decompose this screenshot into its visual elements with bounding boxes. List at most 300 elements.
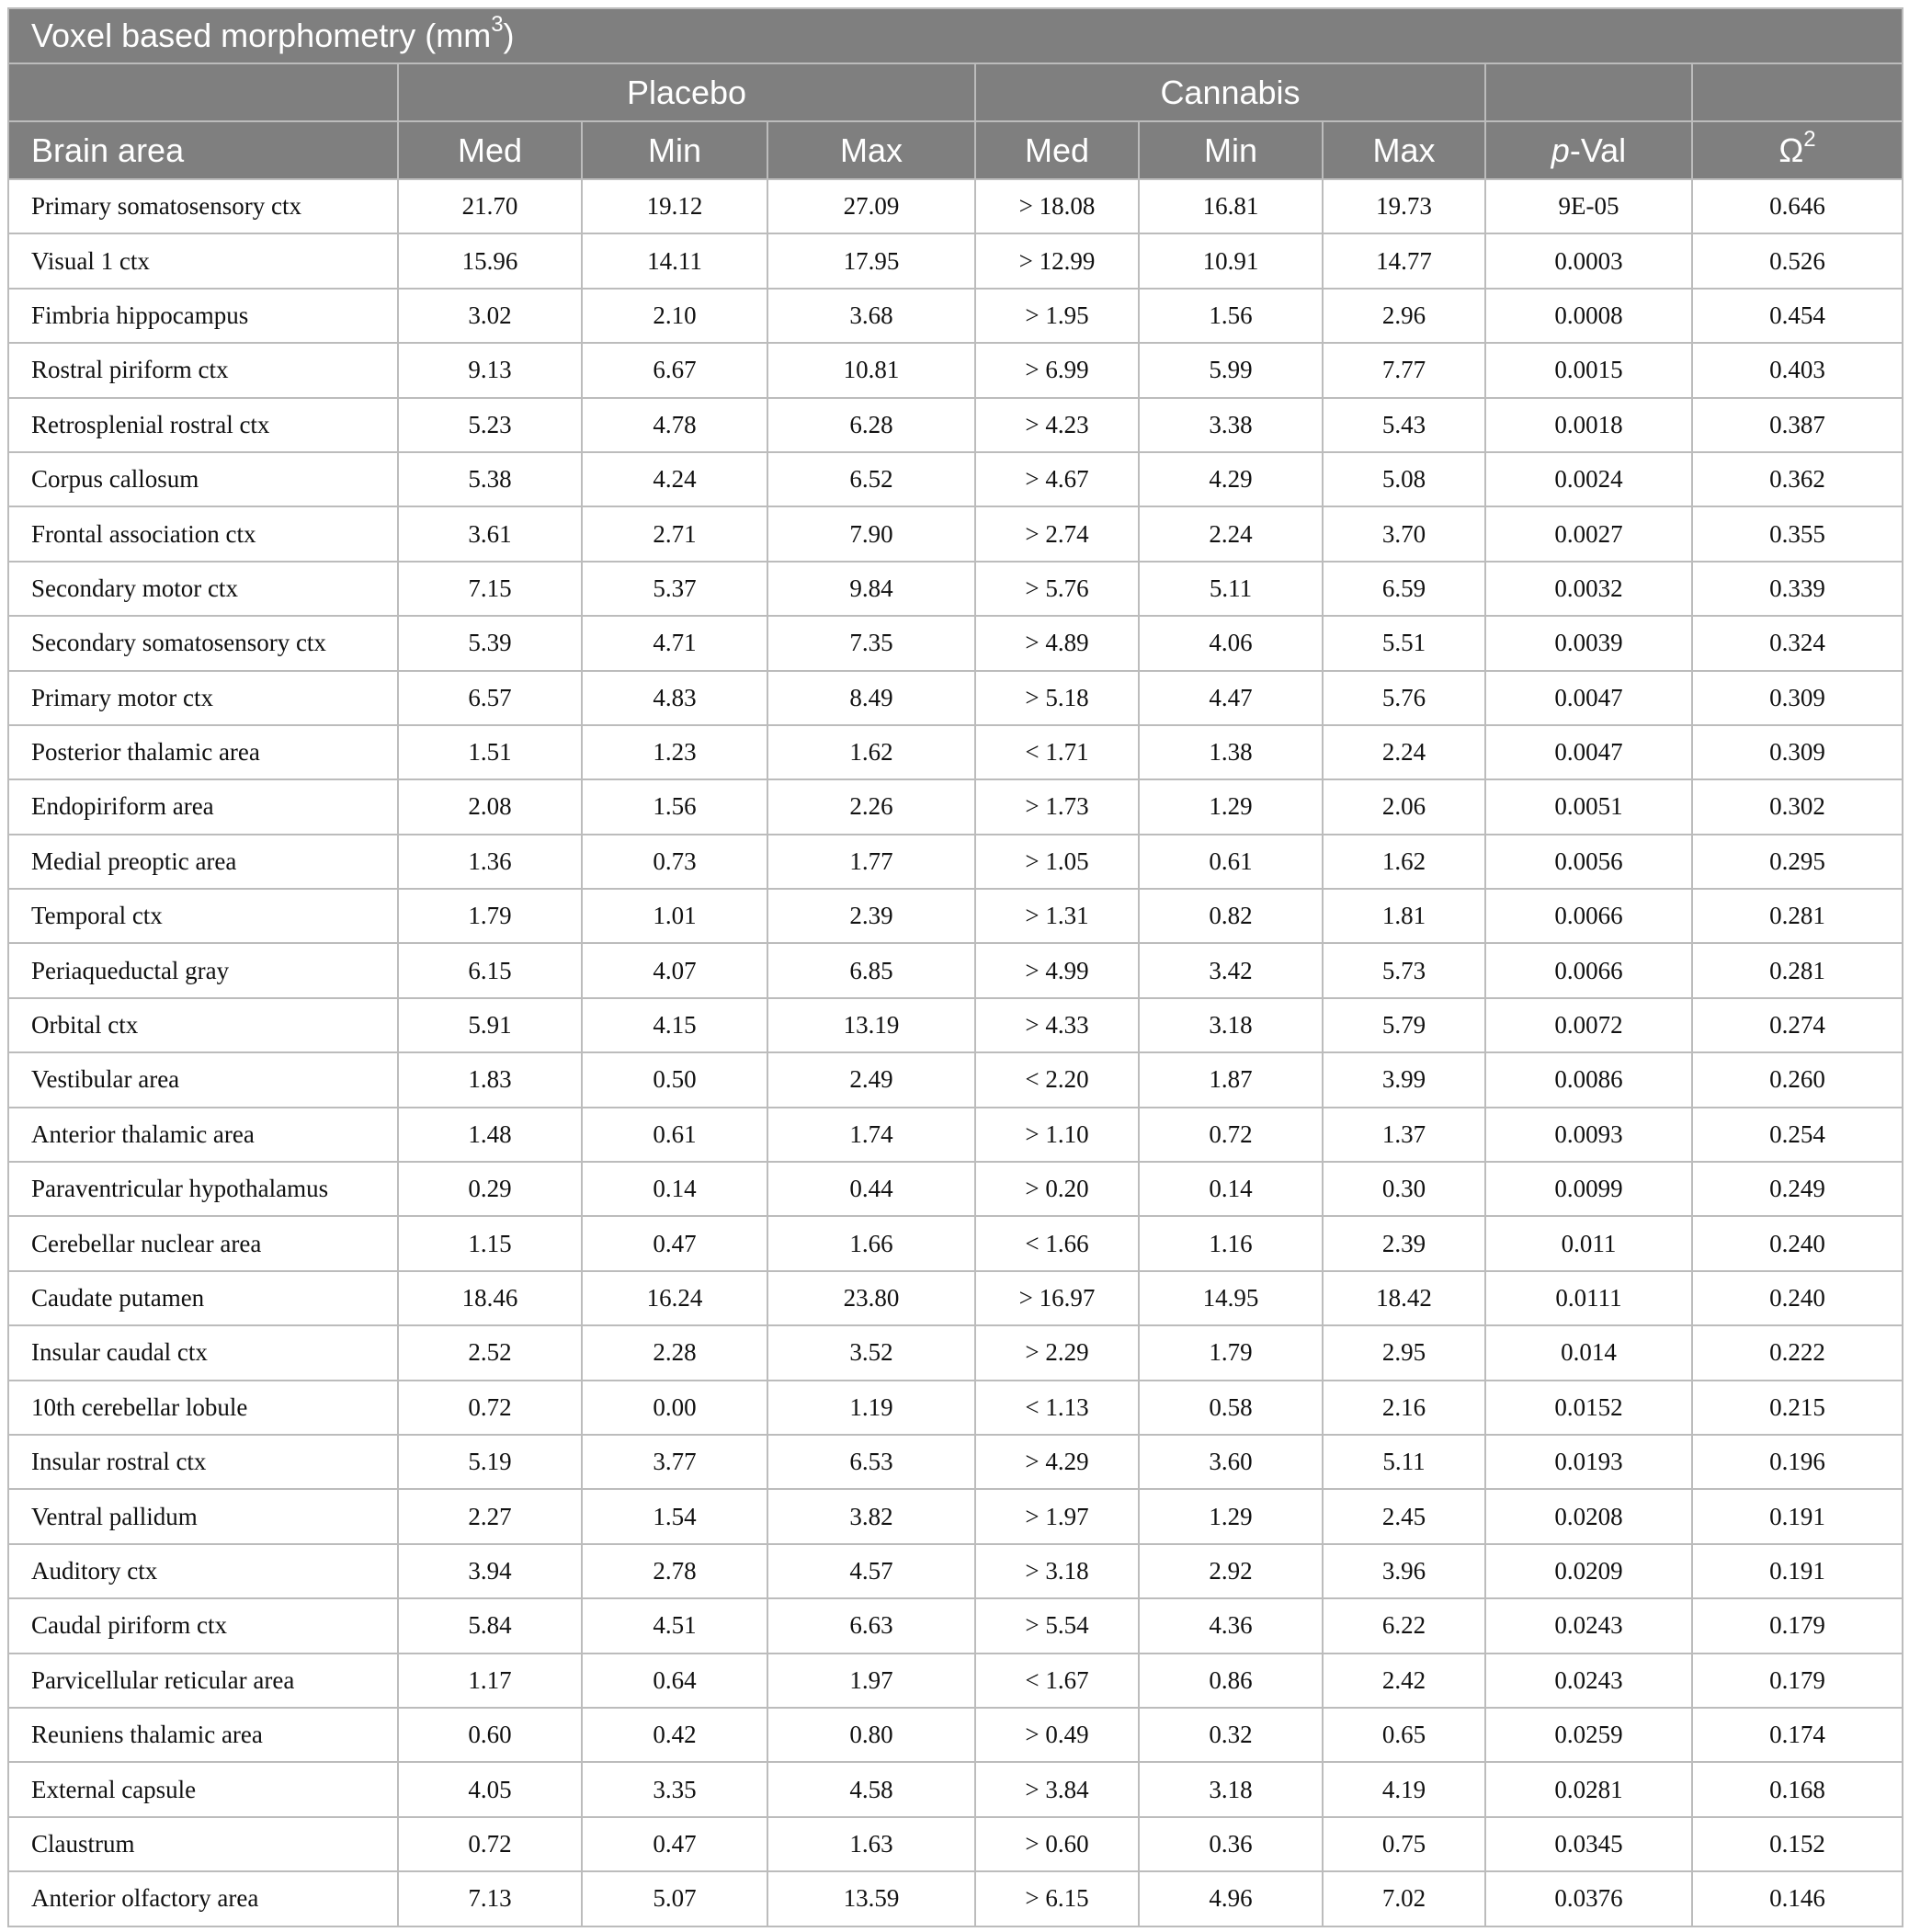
cell-cannabis-max: 0.30	[1323, 1162, 1485, 1216]
cell-placebo-min: 4.78	[582, 398, 767, 452]
table-title	[8, 8, 1903, 63]
cell-cannabis-max: 5.51	[1323, 616, 1485, 670]
table-row	[8, 1216, 1903, 1270]
cell-placebo-max: 7.90	[767, 506, 975, 561]
cell-p-value: 0.0051	[1485, 779, 1692, 834]
omega-symbol: Ω	[1778, 131, 1804, 169]
cell-p-value: 0.0047	[1485, 671, 1692, 725]
table-row	[8, 1381, 1903, 1435]
group-header-empty	[8, 63, 398, 121]
cell-cannabis-med: > 1.05	[975, 835, 1139, 889]
cell-placebo-max: 1.74	[767, 1108, 975, 1162]
cell-brain-area: Secondary motor ctx	[8, 562, 398, 616]
table-row	[8, 1052, 1903, 1107]
col-header-pval	[1485, 121, 1692, 179]
group-header-cannabis: Cannabis	[975, 63, 1485, 121]
cell-cannabis-max: 5.76	[1323, 671, 1485, 725]
col-header-cannabis-min: Min	[1139, 121, 1323, 179]
cell-cannabis-max: 2.06	[1323, 779, 1485, 834]
cell-placebo-min: 3.77	[582, 1435, 767, 1489]
table-row	[8, 289, 1903, 343]
cell-placebo-med: 1.36	[398, 835, 582, 889]
cell-omega-squared: 0.254	[1692, 1108, 1903, 1162]
table-row	[8, 562, 1903, 616]
cell-placebo-med: 0.72	[398, 1817, 582, 1871]
cell-cannabis-max: 14.77	[1323, 233, 1485, 288]
cell-brain-area: Temporal ctx	[8, 889, 398, 943]
cell-placebo-max: 1.63	[767, 1817, 975, 1871]
cell-cannabis-min: 1.29	[1139, 779, 1323, 834]
cell-placebo-med: 1.79	[398, 889, 582, 943]
cell-placebo-med: 5.39	[398, 616, 582, 670]
cell-placebo-min: 0.14	[582, 1162, 767, 1216]
table-row	[8, 1817, 1903, 1871]
cell-cannabis-min: 5.11	[1139, 562, 1323, 616]
cell-p-value: 0.0047	[1485, 725, 1692, 779]
cell-cannabis-max: 1.37	[1323, 1108, 1485, 1162]
cell-placebo-med: 2.52	[398, 1325, 582, 1380]
cell-placebo-min: 6.67	[582, 343, 767, 397]
cell-p-value: 0.011	[1485, 1216, 1692, 1270]
cell-cannabis-med: < 1.66	[975, 1216, 1139, 1270]
cell-placebo-min: 4.07	[582, 943, 767, 997]
group-header-empty-pval	[1485, 63, 1692, 121]
cell-placebo-max: 1.19	[767, 1381, 975, 1435]
cell-cannabis-min: 0.32	[1139, 1708, 1323, 1762]
column-header-row	[8, 121, 1903, 179]
cell-placebo-med: 5.38	[398, 452, 582, 506]
table-row	[8, 1598, 1903, 1653]
cell-cannabis-min: 4.96	[1139, 1871, 1323, 1926]
cell-cannabis-min: 0.36	[1139, 1817, 1323, 1871]
cell-placebo-max: 6.28	[767, 398, 975, 452]
col-header-cannabis-max: Max	[1323, 121, 1485, 179]
cell-p-value: 0.0039	[1485, 616, 1692, 670]
table-container	[7, 7, 1902, 1927]
cell-brain-area: Insular caudal ctx	[8, 1325, 398, 1380]
pval-suffix: -Val	[1569, 131, 1627, 169]
cell-cannabis-med: > 1.10	[975, 1108, 1139, 1162]
cell-cannabis-max: 5.43	[1323, 398, 1485, 452]
cell-placebo-min: 0.00	[582, 1381, 767, 1435]
cell-omega-squared: 0.309	[1692, 671, 1903, 725]
cell-cannabis-med: > 3.84	[975, 1762, 1139, 1816]
cell-cannabis-min: 1.56	[1139, 289, 1323, 343]
cell-cannabis-max: 4.19	[1323, 1762, 1485, 1816]
cell-placebo-max: 8.49	[767, 671, 975, 725]
cell-cannabis-med: > 16.97	[975, 1271, 1139, 1325]
cell-placebo-max: 2.49	[767, 1052, 975, 1107]
cell-brain-area: Secondary somatosensory ctx	[8, 616, 398, 670]
cell-brain-area: Orbital ctx	[8, 998, 398, 1052]
cell-omega-squared: 0.179	[1692, 1654, 1903, 1708]
cell-brain-area: Claustrum	[8, 1817, 398, 1871]
cell-brain-area: Rostral piriform ctx	[8, 343, 398, 397]
cell-omega-squared: 0.179	[1692, 1598, 1903, 1653]
table-row	[8, 998, 1903, 1052]
cell-cannabis-med: > 6.99	[975, 343, 1139, 397]
cell-cannabis-med: > 4.23	[975, 398, 1139, 452]
cell-placebo-med: 4.05	[398, 1762, 582, 1816]
pval-italic-p: p	[1551, 131, 1570, 169]
cell-placebo-med: 7.15	[398, 562, 582, 616]
cell-cannabis-max: 5.08	[1323, 452, 1485, 506]
cell-brain-area: Anterior thalamic area	[8, 1108, 398, 1162]
cell-placebo-med: 5.23	[398, 398, 582, 452]
table-row	[8, 398, 1903, 452]
cell-omega-squared: 0.526	[1692, 233, 1903, 288]
cell-omega-squared: 0.152	[1692, 1817, 1903, 1871]
cell-cannabis-min: 3.42	[1139, 943, 1323, 997]
cell-placebo-min: 4.71	[582, 616, 767, 670]
cell-cannabis-max: 7.02	[1323, 1871, 1485, 1926]
cell-cannabis-max: 3.96	[1323, 1544, 1485, 1598]
cell-brain-area: Vestibular area	[8, 1052, 398, 1107]
cell-brain-area: Primary somatosensory ctx	[8, 179, 398, 233]
cell-placebo-med: 0.72	[398, 1381, 582, 1435]
cell-omega-squared: 0.324	[1692, 616, 1903, 670]
table-row	[8, 1108, 1903, 1162]
cell-placebo-min: 4.24	[582, 452, 767, 506]
cell-cannabis-min: 10.91	[1139, 233, 1323, 288]
cell-cannabis-max: 3.99	[1323, 1052, 1485, 1107]
table-row	[8, 1762, 1903, 1816]
cell-cannabis-min: 3.18	[1139, 1762, 1323, 1816]
cell-p-value: 9E-05	[1485, 179, 1692, 233]
cell-omega-squared: 0.339	[1692, 562, 1903, 616]
cell-p-value: 0.0208	[1485, 1489, 1692, 1543]
cell-brain-area: Visual 1 ctx	[8, 233, 398, 288]
cell-cannabis-min: 1.79	[1139, 1325, 1323, 1380]
cell-brain-area: Frontal association ctx	[8, 506, 398, 561]
cell-placebo-min: 1.54	[582, 1489, 767, 1543]
group-header-row	[8, 63, 1903, 121]
cell-placebo-min: 3.35	[582, 1762, 767, 1816]
cell-placebo-min: 0.61	[582, 1108, 767, 1162]
cell-omega-squared: 0.281	[1692, 943, 1903, 997]
cell-omega-squared: 0.146	[1692, 1871, 1903, 1926]
cell-placebo-max: 1.77	[767, 835, 975, 889]
cell-cannabis-min: 1.16	[1139, 1216, 1323, 1270]
cell-p-value: 0.0111	[1485, 1271, 1692, 1325]
cell-p-value: 0.0193	[1485, 1435, 1692, 1489]
cell-omega-squared: 0.196	[1692, 1435, 1903, 1489]
cell-omega-squared: 0.215	[1692, 1381, 1903, 1435]
group-header-empty-omega	[1692, 63, 1903, 121]
cell-omega-squared: 0.168	[1692, 1762, 1903, 1816]
cell-placebo-med: 9.13	[398, 343, 582, 397]
cell-cannabis-max: 2.24	[1323, 725, 1485, 779]
cell-p-value: 0.0259	[1485, 1708, 1692, 1762]
cell-cannabis-max: 2.16	[1323, 1381, 1485, 1435]
cell-placebo-med: 1.51	[398, 725, 582, 779]
cell-cannabis-max: 6.59	[1323, 562, 1485, 616]
table-row	[8, 1654, 1903, 1708]
cell-cannabis-min: 14.95	[1139, 1271, 1323, 1325]
cell-placebo-max: 6.85	[767, 943, 975, 997]
col-header-placebo-min: Min	[582, 121, 767, 179]
cell-omega-squared: 0.240	[1692, 1216, 1903, 1270]
cell-cannabis-max: 2.45	[1323, 1489, 1485, 1543]
cell-omega-squared: 0.240	[1692, 1271, 1903, 1325]
cell-placebo-med: 1.83	[398, 1052, 582, 1107]
cell-cannabis-med: > 1.31	[975, 889, 1139, 943]
cell-cannabis-med: > 2.29	[975, 1325, 1139, 1380]
cell-p-value: 0.0093	[1485, 1108, 1692, 1162]
cell-cannabis-med: > 1.95	[975, 289, 1139, 343]
cell-placebo-min: 4.51	[582, 1598, 767, 1653]
cell-placebo-med: 5.84	[398, 1598, 582, 1653]
cell-placebo-min: 5.07	[582, 1871, 767, 1926]
cell-placebo-max: 4.57	[767, 1544, 975, 1598]
cell-placebo-min: 2.71	[582, 506, 767, 561]
cell-brain-area: Ventral pallidum	[8, 1489, 398, 1543]
table-row	[8, 343, 1903, 397]
cell-cannabis-min: 4.29	[1139, 452, 1323, 506]
cell-placebo-med: 1.17	[398, 1654, 582, 1708]
cell-cannabis-min: 0.82	[1139, 889, 1323, 943]
cell-omega-squared: 0.454	[1692, 289, 1903, 343]
cell-placebo-max: 27.09	[767, 179, 975, 233]
cell-cannabis-med: < 1.71	[975, 725, 1139, 779]
cell-brain-area: Cerebellar nuclear area	[8, 1216, 398, 1270]
cell-cannabis-min: 0.86	[1139, 1654, 1323, 1708]
cell-placebo-max: 4.58	[767, 1762, 975, 1816]
cell-cannabis-max: 18.42	[1323, 1271, 1485, 1325]
cell-p-value: 0.0376	[1485, 1871, 1692, 1926]
cell-p-value: 0.0099	[1485, 1162, 1692, 1216]
title-text: Voxel based morphometry (mm	[31, 17, 492, 54]
cell-brain-area: Parvicellular reticular area	[8, 1654, 398, 1708]
cell-omega-squared: 0.260	[1692, 1052, 1903, 1107]
cell-placebo-min: 5.37	[582, 562, 767, 616]
cell-cannabis-min: 1.29	[1139, 1489, 1323, 1543]
cell-cannabis-max: 0.75	[1323, 1817, 1485, 1871]
cell-placebo-med: 2.08	[398, 779, 582, 834]
cell-cannabis-med: > 4.89	[975, 616, 1139, 670]
cell-placebo-min: 0.50	[582, 1052, 767, 1107]
cell-p-value: 0.0345	[1485, 1817, 1692, 1871]
cell-p-value: 0.0008	[1485, 289, 1692, 343]
cell-placebo-max: 3.68	[767, 289, 975, 343]
cell-brain-area: Endopiriform area	[8, 779, 398, 834]
cell-cannabis-med: > 12.99	[975, 233, 1139, 288]
cell-placebo-min: 2.78	[582, 1544, 767, 1598]
cell-cannabis-med: < 1.67	[975, 1654, 1139, 1708]
cell-cannabis-min: 0.61	[1139, 835, 1323, 889]
table-row	[8, 671, 1903, 725]
cell-p-value: 0.0066	[1485, 943, 1692, 997]
cell-cannabis-max: 2.42	[1323, 1654, 1485, 1708]
cell-brain-area: External capsule	[8, 1762, 398, 1816]
cell-omega-squared: 0.222	[1692, 1325, 1903, 1380]
cell-placebo-med: 18.46	[398, 1271, 582, 1325]
cell-cannabis-med: > 6.15	[975, 1871, 1139, 1926]
cell-placebo-min: 0.47	[582, 1817, 767, 1871]
cell-p-value: 0.0003	[1485, 233, 1692, 288]
cell-omega-squared: 0.274	[1692, 998, 1903, 1052]
cell-placebo-med: 1.48	[398, 1108, 582, 1162]
cell-cannabis-med: > 18.08	[975, 179, 1139, 233]
table-body	[8, 179, 1903, 1926]
cell-placebo-max: 13.19	[767, 998, 975, 1052]
table-row	[8, 1544, 1903, 1598]
cell-omega-squared: 0.309	[1692, 725, 1903, 779]
cell-p-value: 0.0032	[1485, 562, 1692, 616]
cell-placebo-max: 0.80	[767, 1708, 975, 1762]
table-row	[8, 616, 1903, 670]
table-row	[8, 179, 1903, 233]
cell-cannabis-med: > 0.49	[975, 1708, 1139, 1762]
cell-omega-squared: 0.191	[1692, 1489, 1903, 1543]
cell-cannabis-min: 1.38	[1139, 725, 1323, 779]
cell-cannabis-min: 0.58	[1139, 1381, 1323, 1435]
cell-cannabis-med: < 1.13	[975, 1381, 1139, 1435]
table-row	[8, 889, 1903, 943]
cell-placebo-min: 1.56	[582, 779, 767, 834]
cell-placebo-max: 1.97	[767, 1654, 975, 1708]
cell-cannabis-max: 19.73	[1323, 179, 1485, 233]
cell-placebo-med: 3.61	[398, 506, 582, 561]
cell-cannabis-min: 4.06	[1139, 616, 1323, 670]
cell-p-value: 0.0281	[1485, 1762, 1692, 1816]
cell-p-value: 0.0152	[1485, 1381, 1692, 1435]
cell-cannabis-med: > 2.74	[975, 506, 1139, 561]
cell-omega-squared: 0.191	[1692, 1544, 1903, 1598]
cell-placebo-min: 19.12	[582, 179, 767, 233]
cell-cannabis-med: > 5.54	[975, 1598, 1139, 1653]
cell-p-value: 0.0243	[1485, 1654, 1692, 1708]
cell-cannabis-max: 5.73	[1323, 943, 1485, 997]
cell-brain-area: Caudate putamen	[8, 1271, 398, 1325]
cell-placebo-max: 10.81	[767, 343, 975, 397]
cell-brain-area: Primary motor ctx	[8, 671, 398, 725]
cell-cannabis-med: > 4.33	[975, 998, 1139, 1052]
table-row	[8, 1271, 1903, 1325]
table-row	[8, 1871, 1903, 1926]
cell-placebo-min: 1.01	[582, 889, 767, 943]
cell-placebo-med: 21.70	[398, 179, 582, 233]
cell-cannabis-med: > 4.29	[975, 1435, 1139, 1489]
cell-placebo-med: 5.91	[398, 998, 582, 1052]
cell-cannabis-max: 2.96	[1323, 289, 1485, 343]
cell-cannabis-med: > 5.76	[975, 562, 1139, 616]
cell-cannabis-max: 2.95	[1323, 1325, 1485, 1380]
cell-cannabis-min: 3.38	[1139, 398, 1323, 452]
cell-placebo-min: 0.73	[582, 835, 767, 889]
cell-placebo-min: 2.10	[582, 289, 767, 343]
table-row	[8, 725, 1903, 779]
cell-cannabis-min: 4.47	[1139, 671, 1323, 725]
cell-cannabis-med: > 1.97	[975, 1489, 1139, 1543]
cell-cannabis-max: 7.77	[1323, 343, 1485, 397]
cell-p-value: 0.0066	[1485, 889, 1692, 943]
cell-omega-squared: 0.174	[1692, 1708, 1903, 1762]
cell-p-value: 0.0018	[1485, 398, 1692, 452]
table-row	[8, 1325, 1903, 1380]
cell-placebo-med: 3.94	[398, 1544, 582, 1598]
table-row	[8, 1435, 1903, 1489]
cell-p-value: 0.0209	[1485, 1544, 1692, 1598]
cell-omega-squared: 0.387	[1692, 398, 1903, 452]
cell-omega-squared: 0.281	[1692, 889, 1903, 943]
table-row	[8, 779, 1903, 834]
cell-placebo-med: 1.15	[398, 1216, 582, 1270]
cell-placebo-min: 4.15	[582, 998, 767, 1052]
cell-cannabis-med: > 1.73	[975, 779, 1139, 834]
cell-placebo-max: 2.26	[767, 779, 975, 834]
cell-cannabis-min: 3.18	[1139, 998, 1323, 1052]
cell-omega-squared: 0.403	[1692, 343, 1903, 397]
table-row	[8, 233, 1903, 288]
cell-brain-area: Medial preoptic area	[8, 835, 398, 889]
table-row	[8, 1162, 1903, 1216]
cell-p-value: 0.0056	[1485, 835, 1692, 889]
cell-placebo-max: 1.66	[767, 1216, 975, 1270]
cell-placebo-max: 23.80	[767, 1271, 975, 1325]
cell-placebo-max: 6.63	[767, 1598, 975, 1653]
cell-cannabis-med: > 5.18	[975, 671, 1139, 725]
cell-cannabis-min: 4.36	[1139, 1598, 1323, 1653]
cell-cannabis-max: 0.65	[1323, 1708, 1485, 1762]
col-header-brain-area: Brain area	[8, 121, 398, 179]
cell-placebo-max: 13.59	[767, 1871, 975, 1926]
title-superscript: 3	[491, 12, 504, 37]
cell-brain-area: Insular rostral ctx	[8, 1435, 398, 1489]
cell-placebo-max: 6.52	[767, 452, 975, 506]
cell-placebo-med: 6.57	[398, 671, 582, 725]
cell-placebo-max: 3.82	[767, 1489, 975, 1543]
cell-p-value: 0.014	[1485, 1325, 1692, 1380]
cell-placebo-max: 3.52	[767, 1325, 975, 1380]
cell-omega-squared: 0.362	[1692, 452, 1903, 506]
table-row	[8, 506, 1903, 561]
cell-placebo-med: 7.13	[398, 1871, 582, 1926]
cell-placebo-min: 0.64	[582, 1654, 767, 1708]
cell-placebo-max: 1.62	[767, 725, 975, 779]
cell-cannabis-max: 2.39	[1323, 1216, 1485, 1270]
cell-placebo-min: 14.11	[582, 233, 767, 288]
group-header-placebo: Placebo	[398, 63, 975, 121]
cell-placebo-med: 0.60	[398, 1708, 582, 1762]
cell-placebo-med: 6.15	[398, 943, 582, 997]
cell-placebo-med: 0.29	[398, 1162, 582, 1216]
col-header-cannabis-med: Med	[975, 121, 1139, 179]
cell-placebo-min: 0.42	[582, 1708, 767, 1762]
cell-cannabis-min: 5.99	[1139, 343, 1323, 397]
cell-cannabis-med: > 4.99	[975, 943, 1139, 997]
col-header-placebo-med: Med	[398, 121, 582, 179]
cell-cannabis-min: 2.24	[1139, 506, 1323, 561]
cell-cannabis-max: 1.62	[1323, 835, 1485, 889]
cell-placebo-min: 4.83	[582, 671, 767, 725]
cell-cannabis-min: 0.72	[1139, 1108, 1323, 1162]
cell-cannabis-min: 2.92	[1139, 1544, 1323, 1598]
table-row	[8, 835, 1903, 889]
title-row	[8, 8, 1903, 63]
table-row	[8, 1708, 1903, 1762]
cell-brain-area: Fimbria hippocampus	[8, 289, 398, 343]
cell-brain-area: Anterior olfactory area	[8, 1871, 398, 1926]
cell-brain-area: Paraventricular hypothalamus	[8, 1162, 398, 1216]
cell-cannabis-max: 5.79	[1323, 998, 1485, 1052]
cell-brain-area: Periaqueductal gray	[8, 943, 398, 997]
cell-cannabis-min: 1.87	[1139, 1052, 1323, 1107]
cell-cannabis-min: 3.60	[1139, 1435, 1323, 1489]
cell-placebo-min: 1.23	[582, 725, 767, 779]
cell-p-value: 0.0072	[1485, 998, 1692, 1052]
omega-superscript: 2	[1803, 126, 1816, 152]
